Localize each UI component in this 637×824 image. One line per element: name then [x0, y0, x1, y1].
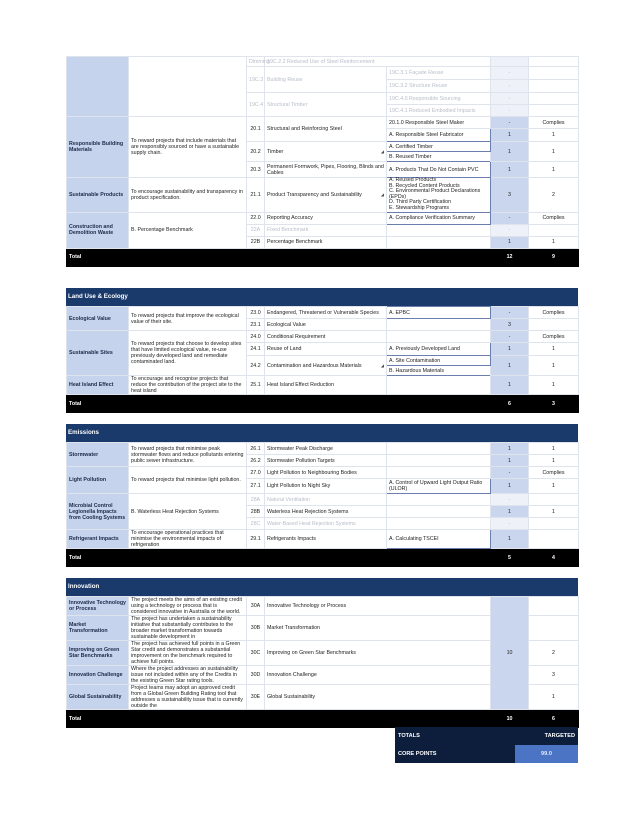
credit-title: Market Transformation	[265, 616, 491, 641]
credit-num: 21.1	[247, 178, 265, 213]
credit-title: Waterless Heat Rejection Systems	[265, 506, 387, 518]
core-points-label: CORE POINTS	[395, 745, 515, 763]
points-cell: 1	[491, 142, 529, 162]
points-cell: 1	[491, 455, 529, 467]
points-cell: -	[491, 117, 529, 129]
points-cell: -	[491, 331, 529, 343]
points-cell: -	[491, 93, 529, 105]
points-cell: -	[491, 67, 529, 80]
option-cell[interactable]: 20.1.0 Responsible Steel Maker	[387, 117, 491, 129]
aim-text: To reward projects that minimise peak stormwater flows and reduce pollutants entering public sewer infrastructure.	[129, 443, 247, 467]
option-cell[interactable]	[387, 518, 491, 530]
aim-text: To reward projects that include materials that are responsibly sourced or have a sustainable supply chain.	[129, 117, 247, 178]
option-item[interactable]: B. Recycled Content Products	[389, 182, 460, 189]
credit-title: 19C.2.2 Reduced Use of Steel Reinforcement	[265, 57, 491, 67]
option-cell[interactable]	[387, 331, 491, 343]
credit-title: Improving on Green Star Benchmarks	[265, 641, 491, 666]
credit-num: 28A	[247, 494, 265, 506]
points-cell: -	[491, 307, 529, 319]
points-cell: -	[491, 105, 529, 117]
total-targeted: 6	[529, 710, 579, 728]
aim-text: To reward projects that improve the ecological value of their site.	[129, 307, 247, 331]
option-cell[interactable]: B. Hazardous Materials	[387, 366, 491, 376]
points-cell: -	[491, 518, 529, 530]
credit-num: 26.1	[247, 443, 265, 455]
credit-num: 30C	[247, 641, 265, 666]
credit-num: 24.2	[247, 356, 265, 376]
credit-title: Refrigerants Impacts	[265, 530, 387, 549]
target-cell[interactable]: 3	[529, 666, 579, 685]
option-item[interactable]: C. Environmental Product Declarations (EPDs)	[389, 188, 481, 200]
aim-text: To encourage operational practices that minimise the environmental impacts of refrigeration	[129, 530, 247, 549]
target-cell[interactable]: 1	[529, 236, 579, 248]
credit-title: Contamination and Hazardous Materials ◢	[265, 356, 387, 376]
category-global-sustainability: Global Sustainability	[67, 685, 129, 710]
category-heat-island: Heat Island Effect	[67, 376, 129, 395]
targeted-label: TARGETED	[515, 727, 578, 745]
points-cell: 1	[491, 129, 529, 142]
points-cell: 1	[491, 506, 529, 518]
credit-title: Building Reuse	[265, 67, 387, 93]
total-label: Total	[67, 395, 491, 413]
credit-title: Structural Timber	[265, 93, 387, 117]
credit-num: 22B	[247, 236, 265, 248]
section-header: Land Use & Ecology	[66, 288, 578, 306]
total-points: 6	[491, 395, 529, 413]
credit-num: 28B	[247, 506, 265, 518]
target-cell[interactable]	[529, 93, 579, 105]
aim-text: To encourage sustainability and transparency in product specification.	[129, 178, 247, 213]
section-header: Innovation	[66, 578, 578, 596]
aim-text: Project teams may adopt an approved credit from a Global Green Building Rating tool that addresses a sustainability issue that is currently outside the	[129, 685, 247, 710]
credit-num: 22.0	[247, 212, 265, 224]
target-cell[interactable]	[529, 616, 579, 641]
dropdown-arrow-icon[interactable]: ◢	[380, 191, 384, 197]
option-cell[interactable]: A. Certified Timber	[387, 142, 491, 152]
points-cell: 10	[491, 597, 529, 710]
points-cell	[491, 57, 529, 67]
option-cell[interactable]: A. Site Contamination	[387, 356, 491, 366]
credit-num: 30D	[247, 666, 265, 685]
credit-title: Light Pollution to Night Sky	[265, 479, 387, 494]
aim-text: Where the project addresses an sustainability issue not included within any of the Credits in the existing Green Star rating tools.	[129, 666, 247, 685]
points-cell: 1	[491, 356, 529, 376]
credit-num: 29.1	[247, 530, 265, 549]
credit-title: Permanent Formwork, Pipes, Flooring, Blinds and Cables	[265, 162, 387, 178]
credit-title: Global Sustainability	[265, 685, 491, 710]
target-cell[interactable]	[529, 224, 579, 236]
option-cell[interactable]: A. Responsible Steel Fabricator	[387, 129, 491, 142]
credit-title: Reuse of Land	[265, 343, 387, 356]
points-cell: 1	[491, 162, 529, 178]
target-cell[interactable]: 2	[529, 641, 579, 666]
category-blank	[67, 57, 129, 117]
credit-title: Structural and Reinforcing Steel	[265, 117, 387, 142]
dropdown-arrow-icon[interactable]: ◢	[380, 362, 384, 368]
option-cell[interactable]	[387, 494, 491, 506]
option-cell[interactable]	[387, 319, 491, 331]
emissions-table	[66, 442, 579, 567]
target-cell[interactable]: Complies	[529, 307, 579, 319]
target-cell[interactable]	[529, 494, 579, 506]
total-points: 10	[491, 710, 529, 728]
credit-num: Dimming	[247, 57, 265, 67]
points-cell: 1	[491, 443, 529, 455]
points-cell: -	[491, 212, 529, 224]
points-cell: -	[491, 467, 529, 479]
total-points: 5	[491, 549, 529, 567]
option-cell[interactable]: A. Control of Upward Light Output Ratio (ULOR)	[387, 479, 491, 494]
points-cell: 1	[491, 530, 529, 549]
category-refrigerant: Refrigerant Impacts	[67, 530, 129, 549]
total-targeted: 3	[529, 395, 579, 413]
credit-title: Conditional Requirement	[265, 331, 387, 343]
target-cell[interactable]	[529, 518, 579, 530]
target-cell[interactable]: 1	[529, 142, 579, 162]
innovation-table	[66, 596, 579, 728]
aim-text: B. Waterless Heat Rejection Systems	[129, 494, 247, 530]
total-points: 12	[491, 248, 529, 266]
target-cell[interactable]: 1	[529, 455, 579, 467]
dropdown-arrow-icon[interactable]: ◢	[380, 148, 384, 154]
points-cell: -	[491, 224, 529, 236]
credit-num: 26.2	[247, 455, 265, 467]
target-cell[interactable]	[529, 67, 579, 80]
option-cell[interactable]: 19C.4.1 Reduced Embodied Impacts	[387, 105, 491, 117]
credit-num: 25.1	[247, 376, 265, 395]
credit-title: Percentage Benchmark	[265, 236, 387, 248]
target-cell[interactable]	[529, 105, 579, 117]
credit-num: 22A	[247, 224, 265, 236]
option-item[interactable]: D. Third Party Certification	[389, 199, 452, 206]
credit-num: 30E	[247, 685, 265, 710]
emissions-section	[66, 424, 578, 567]
category-innovation-challenge: Innovation Challenge	[67, 666, 129, 685]
aim-blank	[129, 57, 247, 117]
option-cell[interactable]	[387, 224, 491, 236]
option-cell[interactable]: A. Previously Developed Land	[387, 343, 491, 356]
credit-title: Product Transparency and Sustainability ◢	[265, 178, 387, 213]
credit-title: Natural Ventilation	[265, 494, 387, 506]
total-label: Total	[67, 248, 491, 266]
innovation-section	[66, 578, 578, 728]
category-ecological-value: Ecological Value	[67, 307, 129, 331]
total-label: Total	[67, 549, 491, 567]
option-cell[interactable]	[387, 455, 491, 467]
option-cell[interactable]	[387, 376, 491, 395]
aim-text: To reward projects that choose to develop sites that have limited ecological value, re-use previously developed land and remediate contaminated land.	[129, 331, 247, 376]
aim-text: To encourage and recognise projects that reduce the contribution of the project site to the heat island	[129, 376, 247, 395]
materials-section	[66, 56, 578, 267]
credit-title: Innovation Challenge	[265, 666, 491, 685]
option-cell[interactable]	[387, 506, 491, 518]
category-market-transformation: Market Transformation	[67, 616, 129, 641]
option-cell[interactable]: A. Calculating TSCEI	[387, 530, 491, 549]
credit-num: 20.1	[247, 117, 265, 142]
points-cell: 1	[491, 479, 529, 494]
aim-text: The project has achieved full points in a Green Star credit and demonstrates a substantial improvement on the benchmark required to achieve full points.	[129, 641, 247, 666]
option-list[interactable]	[387, 178, 491, 213]
option-cell[interactable]	[387, 467, 491, 479]
aim-text: B. Percentage Benchmark	[129, 212, 247, 248]
target-cell[interactable]: 1	[529, 129, 579, 142]
credit-num: 19C.4	[247, 93, 265, 117]
target-cell[interactable]: 1	[529, 356, 579, 376]
target-cell[interactable]	[529, 530, 579, 549]
category-sustainable-products: Sustainable Products	[67, 178, 129, 213]
target-cell[interactable]	[529, 319, 579, 331]
points-cell: 1	[491, 236, 529, 248]
summary-table	[395, 727, 578, 763]
target-cell[interactable]: 1	[529, 376, 579, 395]
credit-title: Heat Island Effect Reduction	[265, 376, 387, 395]
aim-text: To reward projects that minimise light pollution.	[129, 467, 247, 494]
credit-title: Innovative Technology or Process	[265, 597, 491, 616]
category-light-pollution: Light Pollution	[67, 467, 129, 494]
option-item[interactable]: E. Stewardship Programs	[389, 204, 450, 211]
credit-num: 30B	[247, 616, 265, 641]
target-cell[interactable]: 1	[529, 162, 579, 178]
credit-title: Reporting Accuracy	[265, 212, 387, 224]
credit-num: 20.2	[247, 142, 265, 162]
target-cell[interactable]: Complies	[529, 467, 579, 479]
credit-num: 24.0	[247, 331, 265, 343]
totals-label: TOTALS	[395, 727, 515, 745]
target-cell[interactable]: Complies	[529, 212, 579, 224]
category-sustainable-sites: Sustainable Sites	[67, 331, 129, 376]
points-cell: 1	[491, 376, 529, 395]
points-cell: -	[491, 494, 529, 506]
category-legionella: Microbial Control Legionella Impacts from Cooling Systems	[67, 494, 129, 530]
core-points-value: 99.0	[515, 745, 578, 763]
credit-title: Light Pollution to Neighbouring Bodies	[265, 467, 387, 479]
credit-num: 24.1	[247, 343, 265, 356]
target-cell[interactable]: 2	[529, 178, 579, 213]
option-cell[interactable]: B. Reused Timber	[387, 152, 491, 162]
target-cell[interactable]: 1	[529, 443, 579, 455]
target-cell[interactable]: Complies	[529, 117, 579, 129]
category-innovative-technology: Innovative Technology or Process	[67, 597, 129, 616]
aim-text: The project meets the aims of an existing credit using a technology or process that is considered innovative in Australia or the world.	[129, 597, 247, 616]
credit-title: Fixed Benchmark	[265, 224, 387, 236]
credit-title: Stormwater Peak Discharge	[265, 443, 387, 455]
option-cell[interactable]	[387, 236, 491, 248]
target-cell[interactable]: 1	[529, 506, 579, 518]
option-cell[interactable]: A. Products That Do Not Contain PVC	[387, 162, 491, 178]
credit-title: Stormwater Pollution Targets	[265, 455, 387, 467]
option-cell[interactable]: 19C.3.1 Façade Reuse	[387, 67, 491, 80]
credit-num: 30A	[247, 597, 265, 616]
target-cell[interactable]: 1	[529, 343, 579, 356]
land-use-table	[66, 306, 579, 413]
total-targeted: 4	[529, 549, 579, 567]
option-cell[interactable]	[387, 443, 491, 455]
option-cell[interactable]: A. Compliance Verification Summary	[387, 212, 491, 224]
category-construction-waste: Construction and Demolition Waste	[67, 212, 129, 248]
materials-table	[66, 56, 579, 267]
credit-num: 28C	[247, 518, 265, 530]
target-cell	[529, 57, 579, 67]
category-improving-benchmarks: Improving on Green Star Benchmarks	[67, 641, 129, 666]
category-stormwater: Stormwater	[67, 443, 129, 467]
target-cell[interactable]	[529, 80, 579, 93]
credit-title-timber: Timber ◢	[265, 142, 387, 162]
category-responsible-building-materials: Responsible Building Materials	[67, 117, 129, 178]
credit-title: Water-Based Heat Rejection Systems	[265, 518, 387, 530]
points-cell: -	[491, 80, 529, 93]
credit-num: 19C.3	[247, 67, 265, 93]
target-cell[interactable]: 1	[529, 685, 579, 710]
target-cell[interactable]: Complies	[529, 331, 579, 343]
credit-num: 20.3	[247, 162, 265, 178]
points-cell: 1	[491, 343, 529, 356]
option-cell[interactable]: A. EPBC	[387, 307, 491, 319]
option-cell[interactable]: 19C.4.0 Responsible Sourcing	[387, 93, 491, 105]
target-cell[interactable]	[529, 597, 579, 616]
target-cell[interactable]: 1	[529, 479, 579, 494]
total-label: Total	[67, 710, 491, 728]
option-cell[interactable]: 19C.3.2 Structure Reuse	[387, 80, 491, 93]
total-targeted: 9	[529, 248, 579, 266]
points-cell: 3	[491, 178, 529, 213]
credit-num: 27.0	[247, 467, 265, 479]
option-item[interactable]: A. Reused Products	[389, 177, 437, 183]
aim-text: The project has undertaken a sustainability initiative that substantially contributes to the broader market transformation towards sustainable development in	[129, 616, 247, 641]
credit-num: 27.1	[247, 479, 265, 494]
credit-num: 23.0	[247, 307, 265, 319]
land-use-section	[66, 288, 578, 413]
points-cell: 3	[491, 319, 529, 331]
credit-num: 23.1	[247, 319, 265, 331]
section-header: Emissions	[66, 424, 578, 442]
credit-title: Ecological Value	[265, 319, 387, 331]
credit-title: Endangered, Threatened or Vulnerable Species	[265, 307, 387, 319]
